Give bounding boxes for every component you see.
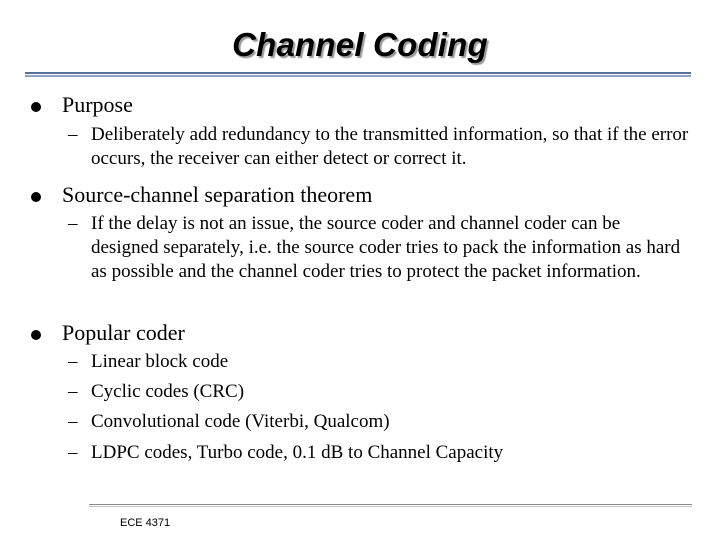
dash-icon: – — [68, 442, 78, 463]
sub-item-text: If the delay is not an issue, the source coder and channel coder can be designed separately, i.e. the source coder tries to pack the information as hard as possible and the channel coder tries to protect the packet information. — [91, 213, 681, 282]
dash-icon: – — [68, 351, 78, 372]
dash-icon: – — [68, 381, 78, 402]
title-underline — [25, 72, 691, 78]
sub-item-text: LDPC codes, Turbo code, 0.1 dB to Channel Capacity — [91, 442, 504, 463]
footer-divider — [89, 504, 692, 507]
bullet-dot-icon — [31, 192, 41, 202]
sub-item-text: Linear block code — [91, 351, 229, 372]
dash-icon: – — [68, 411, 78, 432]
bullet-label: Purpose — [62, 92, 133, 117]
bullet-dot-icon — [31, 330, 41, 340]
footer-label: ECE 4371 — [120, 517, 171, 529]
slide-title: Channel Coding — [232, 26, 488, 63]
sub-item-text: Convolutional code (Viterbi, Qualcom) — [91, 411, 390, 432]
dash-icon: – — [68, 124, 78, 145]
bullet-dot-icon — [31, 102, 41, 112]
dash-icon: – — [68, 213, 78, 234]
bullet-label: Source-channel separation theorem — [62, 182, 373, 207]
sub-item-text: Deliberately add redundancy to the transmitted information, so that if the error occurs, the receiver can either detect or correct it. — [91, 124, 689, 169]
bullet-label: Popular coder — [62, 320, 185, 345]
sub-item-text: Cyclic codes (CRC) — [91, 381, 245, 402]
